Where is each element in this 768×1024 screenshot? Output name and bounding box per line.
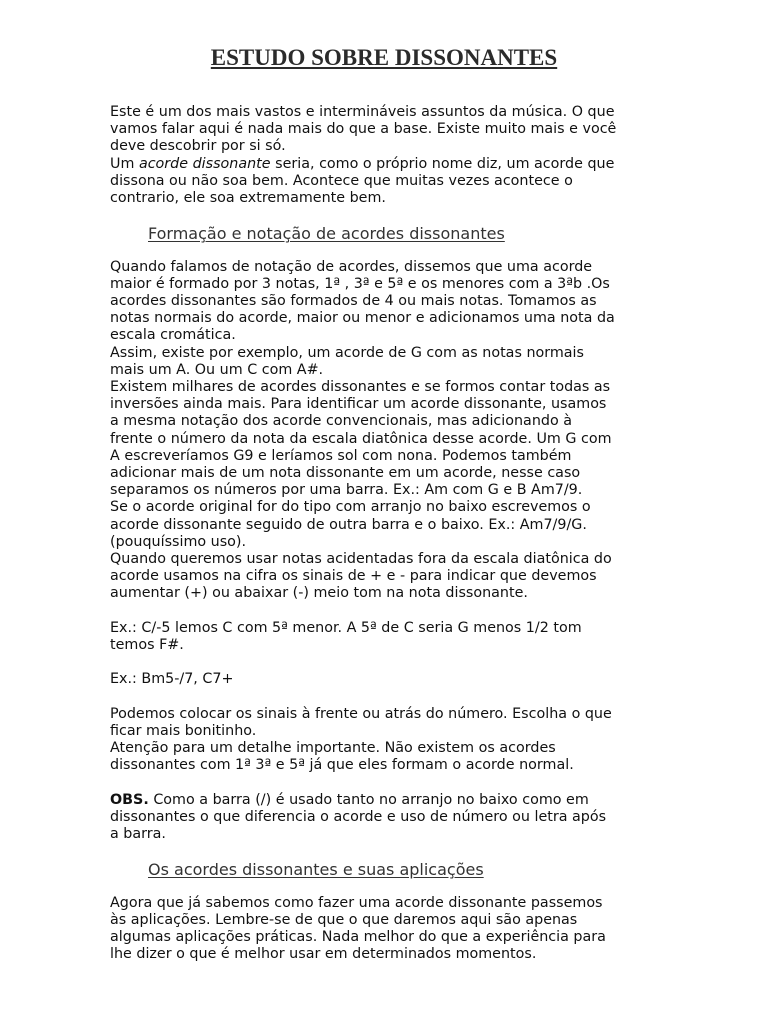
text-line: Este é um dos mais vastos e intermináveis assuntos da música. O que [110,104,615,120]
paragraph-gap [110,843,670,860]
text-line: mais um A. Ou um C com A#. [110,361,324,378]
text-line: acordes dissonantes são formados de 4 ou mais notas. Tomamos as [110,293,597,310]
paragraph-gap [110,774,670,791]
italic-term: acorde dissonante [138,155,271,172]
text-line: deve descobrir por si só. [110,138,286,155]
text-line: Atenção para um detalhe importante. Não existem os acordes [110,739,556,756]
text-line: escala cromática. [110,327,236,344]
text-line: acorde usamos na cifra os sinais de + e - para indicar que devemos [110,568,597,585]
text-line: dissona ou não soa bem. Acontece que muitas vezes acontece o [110,172,573,189]
text-line [110,156,670,173]
document-body [110,104,670,963]
text-line: Existem milhares de acordes dissonantes e se formos contar todas as [110,379,611,396]
text-line: Agora que já sabemos como fazer uma acorde dissonante passemos [110,894,603,911]
section-heading-formacao: Formação e notação de acordes dissonantes [148,224,505,244]
paragraph-gap [110,688,670,705]
text-line [110,792,670,809]
paragraph-gap [110,207,670,224]
text-line: acorde dissonante seguido de outra barra e o baixo. Ex.: Am7/9/G. [110,516,587,533]
section-heading-aplicacoes: Os acordes dissonantes e suas aplicações [148,860,484,880]
text-line: notas normais do acorde, maior ou menor e adicionamos uma nota da [110,310,615,327]
text-line: Podemos colocar os sinais à frente ou atrás do número. Escolha o que [110,705,612,722]
text-line: ficar mais bonitinho. [110,722,257,739]
text-line: contrario, ele soa extremamente bem. [110,189,386,206]
text-line: Quando falamos de notação de acordes, dissemos que uma acorde [110,258,593,275]
text-line: a mesma notação dos acorde convencionais, mas adicionando à [110,413,573,430]
text-line: maior é formado por 3 notas, 1ª , 3ª e 5ª e os menores com a 3ªb .Os [110,275,610,292]
paragraph-gap [110,602,670,619]
text-fragment: Como a barra (/) é usado tanto no arranjo no baixo como em [148,791,589,808]
text-line: frente o número da nota da escala diatônica desse acorde. Um G com [110,430,612,447]
example-2: Ex.: Bm5-/7, C7+ [110,671,234,688]
document-title: ESTUDO SOBRE DISSONANTES [210,45,558,70]
text-line: A escreveríamos G9 e leríamos sol com nona. Podemos também [110,447,572,464]
text-line: Assim, existe por exemplo, um acorde de G com as notas normais [110,344,584,361]
text-line: lhe dizer o que é melhor usar em determinados momentos. [110,946,537,963]
section1-paragraph-2 [110,706,670,775]
text-line: dissonantes com 1ª 3ª e 5ª já que eles formam o acorde normal. [110,757,574,774]
text-line: adicionar mais de um nota dissonante em um acorde, nesse caso [110,464,581,481]
text-line: temos F#. [110,636,184,653]
text-line: Ex.: C/-5 lemos C com 5ª menor. A 5ª de C seria G menos 1/2 tom [110,619,582,636]
text-line: separamos os números por uma barra. Ex.: Am com G e B Am7/9. [110,482,583,499]
text-line: vamos falar aqui é nada mais do que a base. Existe muito mais e você [110,121,617,138]
section1-paragraph [110,259,670,603]
text-line: a barra. [110,825,166,842]
text-line: Se o acorde original for do tipo com arranjo no baixo escrevemos o [110,499,591,516]
obs-note [110,792,670,844]
text-fragment: seria, como o próprio nome diz, um acorde que [270,155,615,172]
text-line: Quando queremos usar notas acidentadas fora da escala diatônica do [110,550,612,567]
paragraph-gap [110,654,670,671]
text-line: algumas aplicações práticas. Nada melhor do que a experiência para [110,929,606,946]
section2-paragraph [110,895,670,964]
text-line: (pouquíssimo uso). [110,533,247,550]
intro-paragraph [110,104,670,207]
example-1 [110,620,670,654]
text-fragment: Um [110,155,139,172]
text-line: inversões ainda mais. Para identificar um acorde dissonante, usamos [110,396,607,413]
text-line: às aplicações. Lembre-se de que o que daremos aqui são apenas [110,911,578,928]
text-line: aumentar (+) ou abaixar (-) meio tom na nota dissonante. [110,585,528,602]
text-line: dissonantes o que diferencia o acorde e uso de número ou letra após [110,808,607,825]
obs-label: OBS. [110,791,149,808]
